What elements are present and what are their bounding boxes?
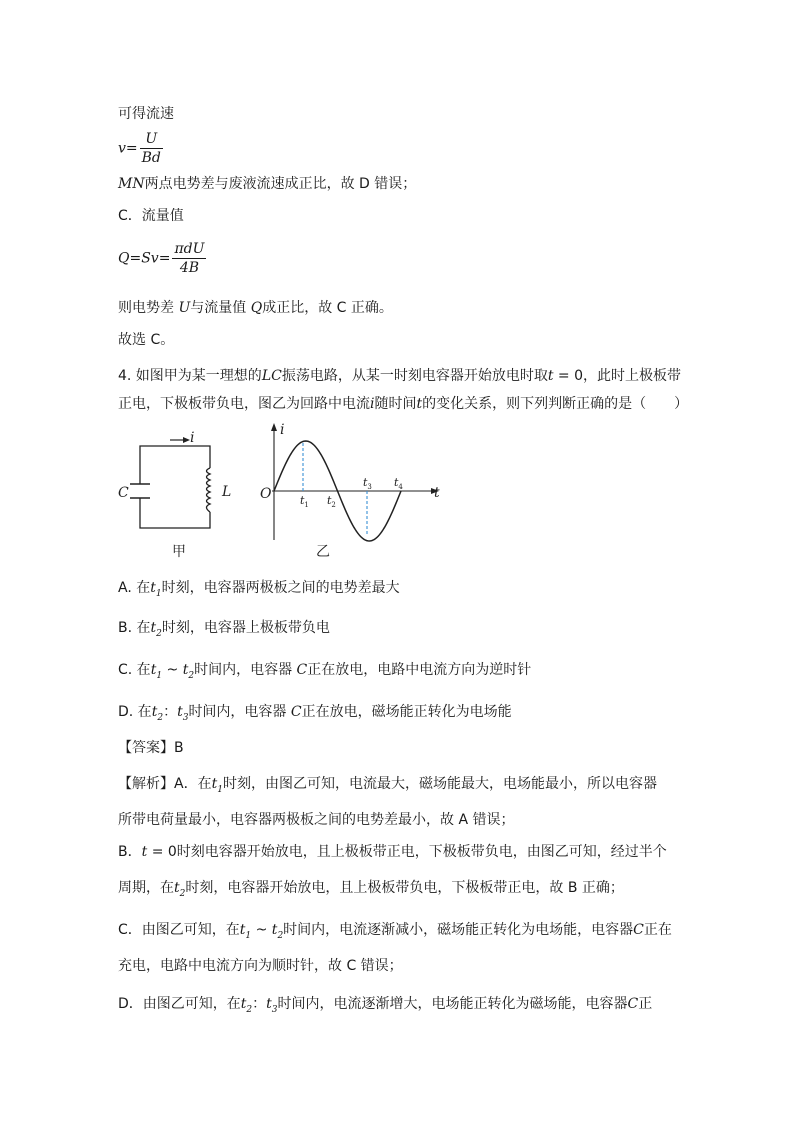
numerator: πdU: [174, 241, 205, 257]
text: ~: [162, 662, 183, 678]
figure-caption-jia: 甲: [172, 544, 186, 560]
variable: t: [211, 776, 218, 792]
text: 时间内，电容器: [194, 662, 297, 678]
text: 所带电荷量最小，电容器两极板之间的电势差最小，故 A 错误；: [118, 812, 515, 828]
fraction: [140, 130, 163, 167]
variable: C: [290, 704, 302, 720]
subscript: 2: [179, 888, 186, 899]
text: 则电势差: [118, 300, 179, 316]
text: 成正比，故 C 正确。: [262, 300, 393, 316]
variable: t: [150, 580, 156, 596]
option-b[interactable]: [118, 618, 330, 644]
variable: t: [150, 662, 157, 678]
text: 正在: [643, 922, 672, 938]
variable: i: [370, 396, 375, 412]
text: 两点电势差与废液流速成正比，故 D 错误；: [144, 176, 417, 192]
numerator: U: [140, 130, 163, 149]
text: ：: [163, 704, 178, 720]
text: 正电，下极板带负电，图乙为回路中电流: [118, 396, 370, 412]
text: 与流量值: [190, 300, 251, 316]
text: 可得流速: [118, 106, 174, 122]
subscript: 2: [156, 628, 162, 639]
denominator: Bd: [141, 150, 161, 166]
subscript: 2: [188, 670, 195, 681]
answer-line: [118, 738, 184, 758]
fraction: [172, 240, 206, 277]
text: = 0，此时上极板带: [553, 368, 682, 384]
variable: t: [547, 368, 554, 384]
variable: t: [182, 662, 189, 678]
text: C．由图乙可知，在: [118, 922, 240, 938]
tick-t1: $t_1$: [300, 494, 309, 509]
text: 时刻，电容器上极板带负电: [161, 620, 330, 636]
text: 周期，在: [118, 880, 174, 896]
text: 时刻，电容器开始放电，且上极板带负电，下极板带正电，故 B 正确；: [185, 880, 624, 896]
text-line: [118, 104, 174, 124]
analysis-line-6: [118, 956, 403, 976]
variable: t: [151, 704, 158, 720]
variable: t: [174, 880, 180, 896]
analysis-line-4: [118, 878, 624, 904]
text: A. 在: [118, 580, 151, 596]
text-line: [118, 206, 184, 226]
text: 4. 如图甲为某一理想的: [118, 368, 262, 384]
label-origin: O: [260, 486, 272, 502]
subscript: 3: [182, 712, 189, 723]
variable: MN: [118, 176, 145, 192]
subscript: 1: [155, 588, 162, 599]
answer-label: 【答案】: [118, 740, 174, 756]
analysis-line-5: [118, 920, 672, 946]
variable: U: [178, 300, 191, 316]
variable: Q: [250, 300, 263, 316]
figure-caption-yi: 乙: [316, 544, 330, 560]
text: D. 在: [118, 704, 152, 720]
question-stem-line-1: [118, 366, 681, 386]
question-stem-line-2: [118, 394, 688, 414]
analysis-label: 【解析】: [118, 776, 174, 792]
variable: LC: [261, 368, 282, 384]
label-i: i: [280, 422, 285, 438]
text: 随时间: [374, 396, 417, 412]
denominator: 4B: [179, 260, 200, 276]
subscript: 1: [217, 784, 223, 795]
answer-value: B: [174, 740, 184, 756]
variable: t: [177, 704, 183, 720]
text: 时间内，电流逐渐减小，磁场能正转化为电场能，电容器: [283, 922, 634, 938]
text: B．: [118, 844, 142, 860]
text-line: [118, 298, 393, 318]
text: C．流量值: [118, 208, 184, 224]
formula-velocity: [118, 130, 163, 167]
formula-lhs: v=: [118, 140, 138, 157]
analysis-line-2: [118, 810, 514, 830]
analysis-line-3: [118, 842, 667, 862]
label-i: i: [190, 430, 195, 446]
subscript: 2: [246, 1004, 253, 1015]
variable: t: [271, 922, 278, 938]
text: 正在放电，磁场能正转化为电场能: [301, 704, 512, 720]
text: 时刻，电容器两极板之间的电势差最大: [161, 580, 400, 596]
text: 时刻，由图乙可知，电流最大，磁场能最大，电场能最小，所以电容器: [222, 776, 657, 792]
subscript: 2: [157, 712, 164, 723]
option-d[interactable]: [118, 702, 512, 728]
text: D．由图乙可知，在: [118, 996, 241, 1012]
text: 故选 C。: [118, 332, 175, 348]
text: B. 在: [118, 620, 151, 636]
subscript: 3: [271, 1004, 278, 1015]
variable: t: [416, 396, 423, 412]
text: 正: [638, 996, 653, 1012]
variable: t: [240, 996, 247, 1012]
variable: t: [141, 844, 148, 860]
text-line: [118, 330, 174, 350]
analysis-line-1: [118, 774, 657, 800]
lc-circuit-diagram: [112, 424, 242, 564]
circuit-wire-top: [140, 446, 210, 484]
current-arrow-head: [183, 437, 190, 443]
variable: C: [633, 922, 644, 938]
label-c: C: [118, 485, 129, 501]
tick-t3: $t_3$: [363, 476, 372, 491]
circuit-wire-bottom: [140, 498, 210, 528]
tick-t2: $t_2$: [327, 494, 336, 509]
current-time-graph: [256, 420, 446, 564]
text: C. 在: [118, 662, 151, 678]
analysis-line-7: [118, 994, 652, 1020]
text: 时间内，电流逐渐增大，电场能正转化为磁场能，电容器: [277, 996, 628, 1012]
option-a[interactable]: [118, 578, 400, 604]
text: A．在: [174, 776, 212, 792]
variable: C: [627, 996, 639, 1012]
text-line: [118, 174, 416, 194]
formula-lhs: Q=Sv=: [118, 250, 171, 267]
subscript: 2: [277, 930, 284, 941]
text: 时间内，电容器: [188, 704, 291, 720]
text: ~: [251, 922, 272, 938]
variable: t: [239, 922, 246, 938]
text: ：: [252, 996, 267, 1012]
text: 正在放电，电路中电流方向为逆时针: [307, 662, 532, 678]
label-t: t: [434, 485, 440, 501]
tick-t4: $t_4$: [394, 476, 403, 491]
text: 振荡电路，从某一时刻电容器开始放电时取: [281, 368, 548, 384]
subscript: 1: [156, 670, 163, 681]
y-axis-arrow: [271, 423, 277, 431]
formula-flow: [118, 240, 206, 277]
option-c[interactable]: [118, 660, 531, 686]
text: 充电，电路中电流方向为顺时针，故 C 错误；: [118, 958, 403, 974]
label-l: L: [222, 484, 232, 500]
text: = 0时刻电容器开始放电，且上极板带正电，下极板带负电，由图乙可知，经过半个: [147, 844, 667, 860]
inductor-coil: [207, 468, 211, 512]
text: 的变化关系，则下列判断正确的是（ ）: [422, 396, 689, 412]
variable: C: [296, 662, 308, 678]
subscript: 1: [245, 930, 252, 941]
variable: t: [150, 620, 157, 636]
variable: t: [266, 996, 272, 1012]
